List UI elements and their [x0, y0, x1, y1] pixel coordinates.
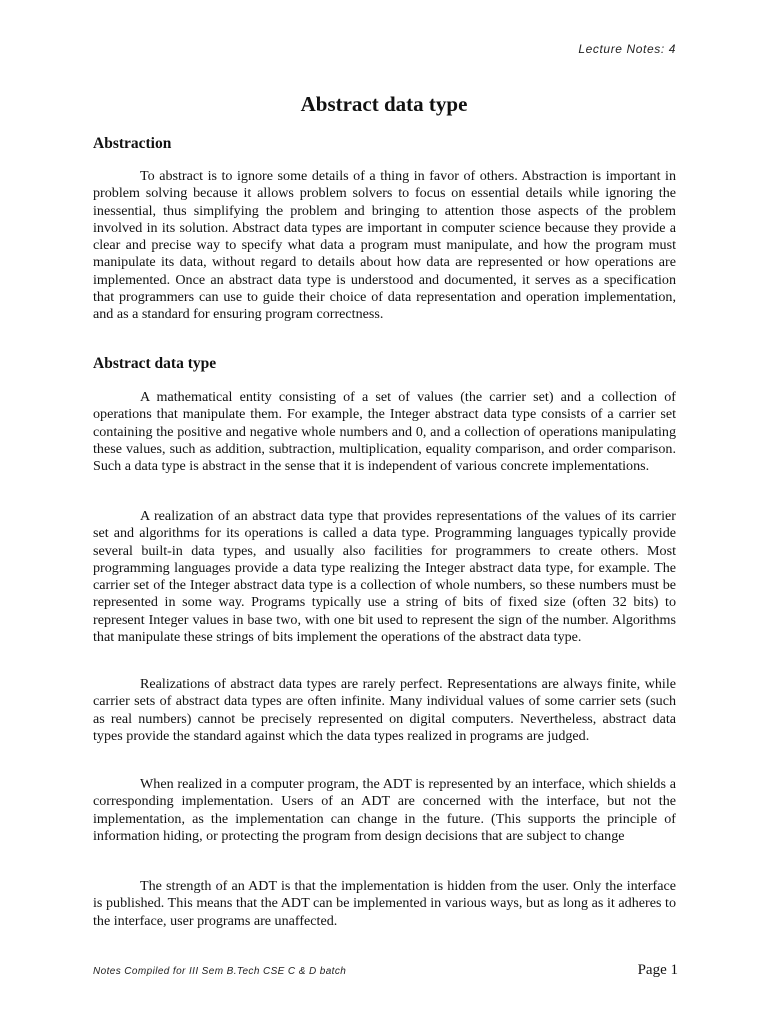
- paragraph-adt-interface: When realized in a computer program, the ADT is represented by an interface, which shields a corresponding implementation. Users of an ADT are concerned with the interface, but not the implementation, as the implementation can change in the future. (This supports the principle of information hiding, or protecting the program from design decisions that are subject to change: [93, 776, 676, 844]
- paragraph-adt-definition: A mathematical entity consisting of a set of values (the carrier set) and a collection of operations that manipulate them. For example, the Integer abstract data type consists of a carrier set containing the positive and negative whole numbers and 0, and a collection of operations manipulating these values, such as addition, subtraction, multiplication, equality comparison, and order comparison. Such a data type is abstract in the sense that it is independent of various concrete implementations.: [93, 389, 676, 475]
- paragraph-adt-imperfection: Realizations of abstract data types are rarely perfect. Representations are always finite, while carrier sets of abstract data types are often infinite. Many individual values of some carrier sets (such as real numbers) cannot be precisely represented on digital computers. Nevertheless, abstract data types provide the standard against which the data types realized in programs are judged.: [93, 676, 676, 744]
- paragraph-adt-strength: The strength of an ADT is that the implementation is hidden from the user. Only the interface is published. This means that the ADT can be implemented in various ways, but as long as it adheres to the interface, user programs are unaffected.: [93, 878, 676, 929]
- lecture-notes-header: Lecture Notes: 4: [578, 42, 676, 56]
- section-heading-abstraction: Abstraction: [93, 135, 172, 152]
- paragraph-adt-realization: A realization of an abstract data type that provides representations of the values of its carrier set and algorithms for its operations is called a data type. Programming languages typically provide several built-in data types, and usually also facilities for programmers to create others. Most programming languages provide a data type realizing the Integer abstract data type, for example. The carrier set of the Integer abstract data type is a collection of whole numbers, so these numbers must be represented in some way. Programs typically use a string of bits of fixed size (often 32 bits) to represent Integer values in base two, with one bit used to represent the sign of the number. Algorithms that manipulate these strings of bits implement the operations of the abstract data type.: [93, 508, 676, 646]
- section-heading-abstract-data-type: Abstract data type: [93, 355, 217, 372]
- document-title: Abstract data type: [300, 92, 468, 116]
- footer-course-note: Notes Compiled for III Sem B.Tech CSE C & D batch: [93, 966, 347, 977]
- page-number: Page 1: [637, 962, 678, 978]
- paragraph-abstraction: To abstract is to ignore some details of a thing in favor of others. Abstraction is important in problem solving because it allows problem solvers to focus on essential details while ignoring the inessential, thus simplifying the problem and bringing to attention those aspects of the problem involved in its solution. Abstract data types are important in computer science because they provide a clear and precise way to specify what data a program must manipulate, and how the program must manipulate its data, without regard to details about how data are represented or how operations are implemented. Once an abstract data type is understood and documented, it serves as a specification that programmers can use to guide their choice of data representation and operation implementation, and as a standard for ensuring program correctness.: [93, 168, 676, 323]
